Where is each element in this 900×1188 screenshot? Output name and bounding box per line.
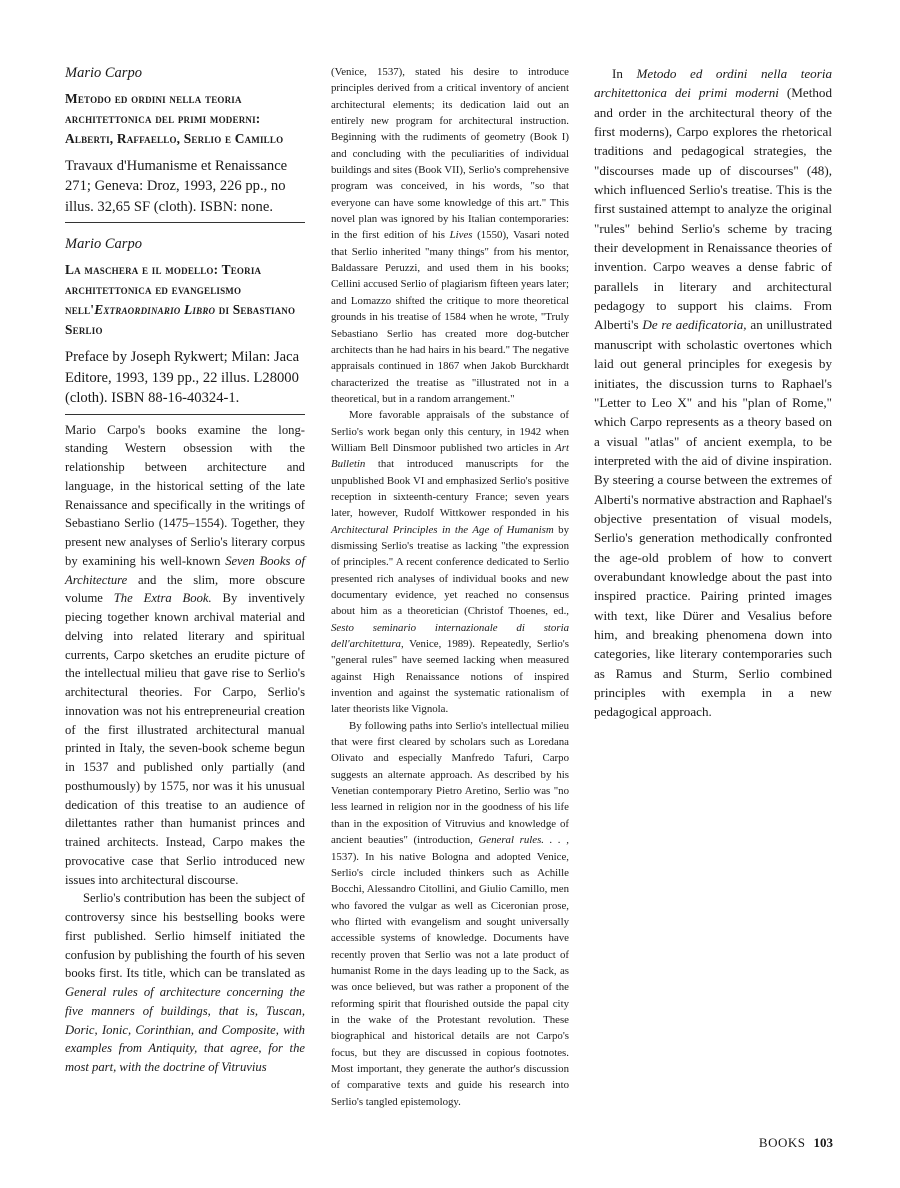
body-paragraph-2: Serlio's contribution has been the subject of controversy since his bestselling books were first published. Serlio himself initiated the confusion by publishing the fourth of his seven books first. Its title, which can be translated as General rules of architecture concerning the five manners of buildings, that is, Tuscan, Doric, Ionic, Corinthian, and Composite, with examples from Antiquity, that agree, for the most part, with the doctrine of Vitruvius bbox=[65, 891, 305, 1074]
body-paragraph-4: By following paths into Serlio's intellectual milieu that were first cleared by scholars such as Loredana Olivato and especially Manfredo Tafuri, Carpo suggests an alternate approach. As described by his Venetian contemporary Pietro Aretino, Serlio was "no less learned in religion nor in the goodness of his life than in the exposition of Vitruvius and knowledge of ancient beauties" (introduction, General rules. . . , 1537). In his native Bologna and adopted Venice, Serlio's circle included thinkers such as Achille Bocchi, Alessandro Citollini, and Giulio Camillo, men who favored the vulgar as well as Ciceronian prose, who flirted with evangelism and sought universally accessible systems of knowledge. Documents have recently proven that Serlio was not a late product of humanist Rome in the days leading up to the Sack, as was once believed, but was rather a proponent of the reforming spirit that flourished outside the papal city in the wake of the Protestant revolution. These biographical and historical details are not Carpo's focus, but they are discussed in copious footnotes. Most important, they generate the author's discussion of comparative texts and guide his research into Serlio's tangled epistemology. bbox=[331, 719, 569, 1108]
body-paragraph-2-cont: (Venice, 1537), stated his desire to introduce principles derived from a critical inventory of ancient architectural elements; its dedication laid out an entirely new program for architectural instruction. Beginning with the rudiments of geometry (Book I) and concluding with the peculiarities of individual buildings and sites (Book VII), Serlio's comprehensive program was conceived, in his words, "so that everyone can have some knowledge of this art." This novel plan was ignored by his Italian contemporaries: in the first edition of his Lives (1550), Vasari noted that Serlio inherited "many things" from his mentor, Baldassare Peruzzi, and used them in his books; Cellini accused Serlio of plagiarism fifteen years later; and Lomazzo shifted the critique to more theoretical grounds in his treatise of 1584 when he wrote, "Truly Sebastiano Serlio has created more dog-butcher architects than he had hairs in his beard." The negative appraisals continued in 1867 when Jakob Burckhardt characterized the treatise as "illustrated not in a theoretical, but in a random arrangement." bbox=[331, 66, 569, 405]
review-author: Mario Carpo bbox=[65, 236, 142, 253]
review-publication: Travaux d'Humanisme et Renaissance 271; Geneva: Droz, 1993, 226 pp., no illus. 32,65 SF (cloth). ISBN: none. bbox=[65, 157, 288, 215]
section-label: BOOKS bbox=[758, 1135, 806, 1150]
review-header-2 bbox=[65, 235, 305, 408]
review-header-1 bbox=[65, 64, 305, 217]
page-footer bbox=[759, 1135, 833, 1151]
review-author: Mario Carpo bbox=[65, 65, 142, 81]
review-title: Metodo ed ordini nella teoria architettonica del primi moderni: Alberti, Raffaello, Serlio e Camillo bbox=[65, 90, 284, 146]
body-paragraph-3: More favorable appraisals of the substance of Serlio's work began only this century, in 1942 when William Bell Dinsmoor published two articles in Art Bulletin that introduced manuscripts for the unpublished Book VI and emphasized Serlio's positive reception in sixteenth-century France; seven years later, however, Rudolf Wittkower responded in his Architectural Principles in the Age of Humanism by dismissing Serlio's treatise as lacking "the expression of principles." A recent conference dedicated to Serlio presented rich analyses of individual books and new documentary evidence, yet reached no consensus about him as a theoretician (Christof Thoenes, ed., Sesto seminario internazionale di storia dell'architettura, Venice, 1989). Repeatedly, Serlio's "general rules" have seemed lacking when measured against High Renaissance notions of inspired invention and against the systematic rationalism of later theorists like Vignola. bbox=[331, 409, 569, 716]
column-2 bbox=[331, 64, 569, 1110]
body-paragraph-1: Mario Carpo's books examine the long-standing Western obsession with the relationship between architecture and language, in the historical setting of the late Renaissance and specifically in the writings of Sebastiano Serlio (1475–1554). Together, they present new analyses of Serlio's literary corpus by examining his well-known Seven Books of Architecture and the slim, more obscure volume The Extra Book. By inventively piecing together known archival material and delving into related literary and spiritual currents, Carpo sketches an erudite picture of the intellectual milieu that gave rise to Serlio's architectural theories. For Carpo, Serlio's innovation was not his entrepreneurial creation of the first illustrated architectural manual printed in Italy, the seven-book scheme begun in 1537 and published only partially (and posthumously) by 1575, nor was it his unusual dedication of this treatise to an audience of dilettantes rather than humanist princes and trained architects. Instead, Carpo makes the provocative case that Serlio introduced new issues into architectural discourse. bbox=[65, 422, 306, 887]
divider bbox=[65, 222, 305, 223]
review-publication: Preface by Joseph Rykwert; Milan: Jaca Editore, 1993, 139 pp., 22 illus. L28000 (cloth). ISBN 88-16-40324-1. bbox=[65, 349, 300, 406]
column-3 bbox=[594, 64, 832, 722]
page-number: 103 bbox=[813, 1135, 833, 1150]
body-paragraph-5: In Metodo ed ordini nella teoria architettonica dei primi moderni (Method and order in the architectural theory of the first moderns), Carpo explores the rhetorical traditions and pedagogical strategies, the "discourses made up of discourses" (48), which influenced Serlio's treatise. This is the first sustained attempt to analyze the original "rules" behind Serlio's scheme by tracing their development in Renaissance theories of invention. Carpo weaves a dense fabric of parallels in literary and architectural pedagogy to support his claims. From Alberti's De re aedificatoria, an unillustrated manuscript with scholastic overtones which laid out general principles for exegesis by initiates, the discussion turns to Raphael's "Letter to Leo X" and his "plan of Rome," which Carpo represents as a theory based on a visual "atlas" of ancient exempla, to be interpreted with the aid of divine inspiration. By steering a course between the extremes of Alberti's normative abstraction and Raphael's objective presentation of visual models, Serlio's generation methodically confronted the age-old problem of how to convert overabundant knowledge about the past into inspired practice. Pairing printed images with text, like Dürer and Vesalius before him, and breaking phenomena down into categories, like literary contemporaries such as Ramus and Sturm, Serlio combined principles with exempla in a new pedagogical approach. bbox=[594, 66, 833, 720]
review-title: La maschera e il modello: Teoria architettonica ed evangelismo nell'Extraordinario Libro di Sebastiano Serlio bbox=[65, 262, 296, 337]
column-1 bbox=[65, 64, 305, 1077]
divider bbox=[65, 414, 305, 415]
